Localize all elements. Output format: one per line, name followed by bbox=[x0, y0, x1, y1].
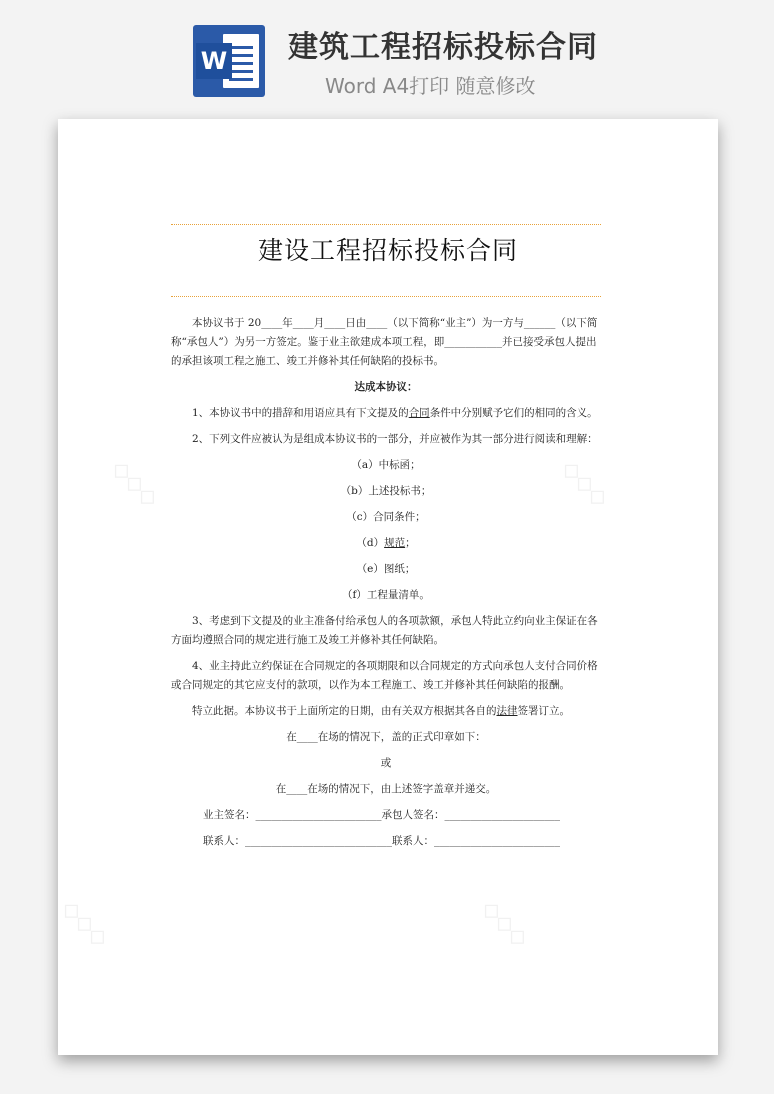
banner-title: 建筑工程招标投标合同 bbox=[288, 30, 598, 65]
title-top-divider bbox=[171, 224, 601, 225]
clause-2: 2、下列文件应被认为是组成本协议书的一部分，并应被作为其一部分进行阅读和理解： bbox=[192, 433, 598, 445]
document-title: 建设工程招标投标合同 bbox=[257, 236, 518, 265]
item-f: （f）工程量清单。 bbox=[342, 589, 430, 601]
contract-link[interactable]: 合同 bbox=[408, 407, 430, 419]
witness-text-end: 签署订立。 bbox=[517, 705, 570, 717]
document-page bbox=[58, 119, 718, 1055]
clause-1 bbox=[171, 404, 601, 423]
word-icon-letter: W bbox=[196, 43, 232, 79]
word-icon bbox=[193, 25, 265, 97]
witness-paragraph bbox=[171, 702, 601, 721]
agreement-heading: 达成本协议： bbox=[354, 381, 418, 393]
item-e: （e）图纸； bbox=[356, 563, 416, 575]
law-link[interactable]: 法律 bbox=[496, 705, 518, 717]
watermark: ◇◇◇ bbox=[476, 893, 536, 953]
watermark: ◇◇◇ bbox=[556, 453, 616, 513]
item-d-prefix: （d） bbox=[356, 537, 385, 549]
item-a: （a）中标函； bbox=[351, 459, 421, 471]
intro-paragraph: 本协议书于 20____年____月____日由____（以下简称“业主”）为一方与______（以下简称“承包人”）为另一方签定。鉴于业主欲建成本项工程，即___________并已接受承包人提出的承担该项工程之施工、竣工并修补其任何缺陷的投标书。 bbox=[171, 317, 598, 367]
clause-3: 3、考虑到下文提及的业主准备付给承包人的各项款额，承包人特此立约向业主保证在各方面均遵照合同的规定进行施工及竣工并修补其任何缺陷。 bbox=[171, 615, 598, 646]
signature-line-1: 业主签名：________________________承包人签名：______________________ bbox=[203, 809, 560, 821]
item-d-suffix: ； bbox=[405, 537, 416, 549]
watermark: ◇◇◇ bbox=[106, 453, 166, 513]
clause-4: 4、业主持此立约保证在合同规定的各项期限和以合同规定的方式向承包人支付合同价格或合同规定的其它应支付的款项，以作为本工程施工、竣工并修补其任何缺陷的报酬。 bbox=[171, 660, 598, 691]
seal-line: 在____在场的情况下，盖的正式印章如下： bbox=[286, 731, 486, 743]
banner-subtitle: Word A4打印 随意修改 bbox=[325, 74, 536, 98]
banner bbox=[0, 0, 774, 110]
signature-line-2: 联系人：____________________________联系人：________________________ bbox=[203, 835, 560, 847]
item-d bbox=[171, 534, 601, 553]
witness-text: 特立此据。本协议书于上面所定的日期，由有关双方根据其各自的 bbox=[192, 705, 497, 717]
title-bottom-divider bbox=[171, 296, 601, 297]
item-c: （c）合同条件； bbox=[346, 511, 426, 523]
clause-1-text: 1、本协议书中的措辞和用语应具有下文提及的 bbox=[192, 407, 409, 419]
clause-1-text-end: 条件中分别赋予它们的相同的含义。 bbox=[429, 407, 598, 419]
or-line: 或 bbox=[380, 757, 392, 769]
document-body bbox=[171, 314, 601, 851]
sign-line: 在____在场的情况下，由上述签字盖章并递交。 bbox=[275, 783, 497, 795]
watermark: ◇◇◇ bbox=[56, 893, 116, 953]
specification-link[interactable]: 规范 bbox=[384, 537, 406, 549]
item-b: （b）上述投标书； bbox=[340, 485, 432, 497]
